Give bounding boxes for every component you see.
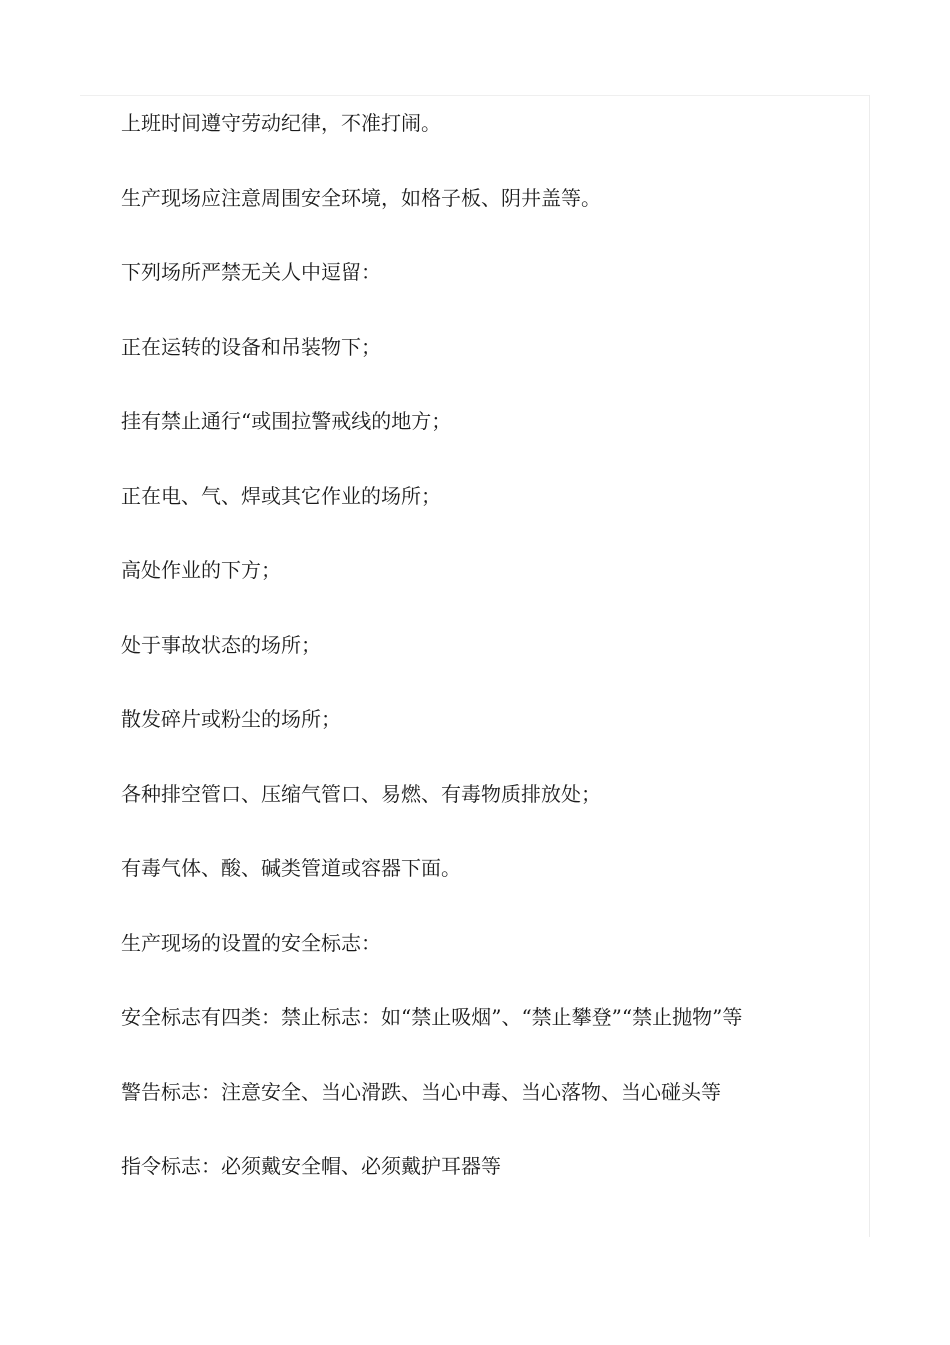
paragraph-toxic-pipes: 有毒气体、酸、碱类管道或容器下面。 bbox=[121, 856, 461, 880]
paragraph-restricted-places-heading: 下列场所严禁无关人中逗留： bbox=[121, 260, 381, 284]
document-body bbox=[80, 100, 820, 1189]
paragraph-prohibition-signs: 安全标志有四类：禁止标志：如“禁止吸烟”、“禁止攀登”“禁止抛物”等 bbox=[121, 1005, 743, 1029]
paragraph-mandatory-signs: 指令标志：必须戴安全帽、必须戴护耳器等 bbox=[121, 1154, 501, 1178]
paragraph-accident-site: 处于事故状态的场所； bbox=[121, 632, 321, 657]
paragraph-work-discipline: 上班时间遵守劳动纪律，不准打闹。 bbox=[121, 111, 441, 135]
paragraph-site-environment: 生产现场应注意周围安全环境，如格子板、阴井盖等。 bbox=[121, 185, 601, 210]
paragraph-warning-signs: 警告标志：注意安全、当心滑跌、当心中毒、当心落物、当心碰头等 bbox=[121, 1079, 721, 1104]
paragraph-debris-dust-site: 散发碎片或粉尘的场所； bbox=[121, 707, 341, 731]
paragraph-running-equipment: 正在运转的设备和吊装物下； bbox=[121, 334, 381, 359]
page-border-top bbox=[80, 95, 870, 96]
paragraph-below-high-work: 高处作业的下方； bbox=[121, 558, 281, 582]
paragraph-exhaust-outlets: 各种排空管口、压缩气管口、易燃、有毒物质排放处； bbox=[121, 781, 601, 806]
paragraph-welding-work-area: 正在电、气、焊或其它作业的场所； bbox=[121, 483, 441, 508]
page-border-right bbox=[869, 95, 870, 1237]
paragraph-safety-signs-heading: 生产现场的设置的安全标志： bbox=[121, 930, 381, 955]
paragraph-no-passage-zone: 挂有禁止通行“或围拉警戒线的地方； bbox=[121, 409, 452, 433]
